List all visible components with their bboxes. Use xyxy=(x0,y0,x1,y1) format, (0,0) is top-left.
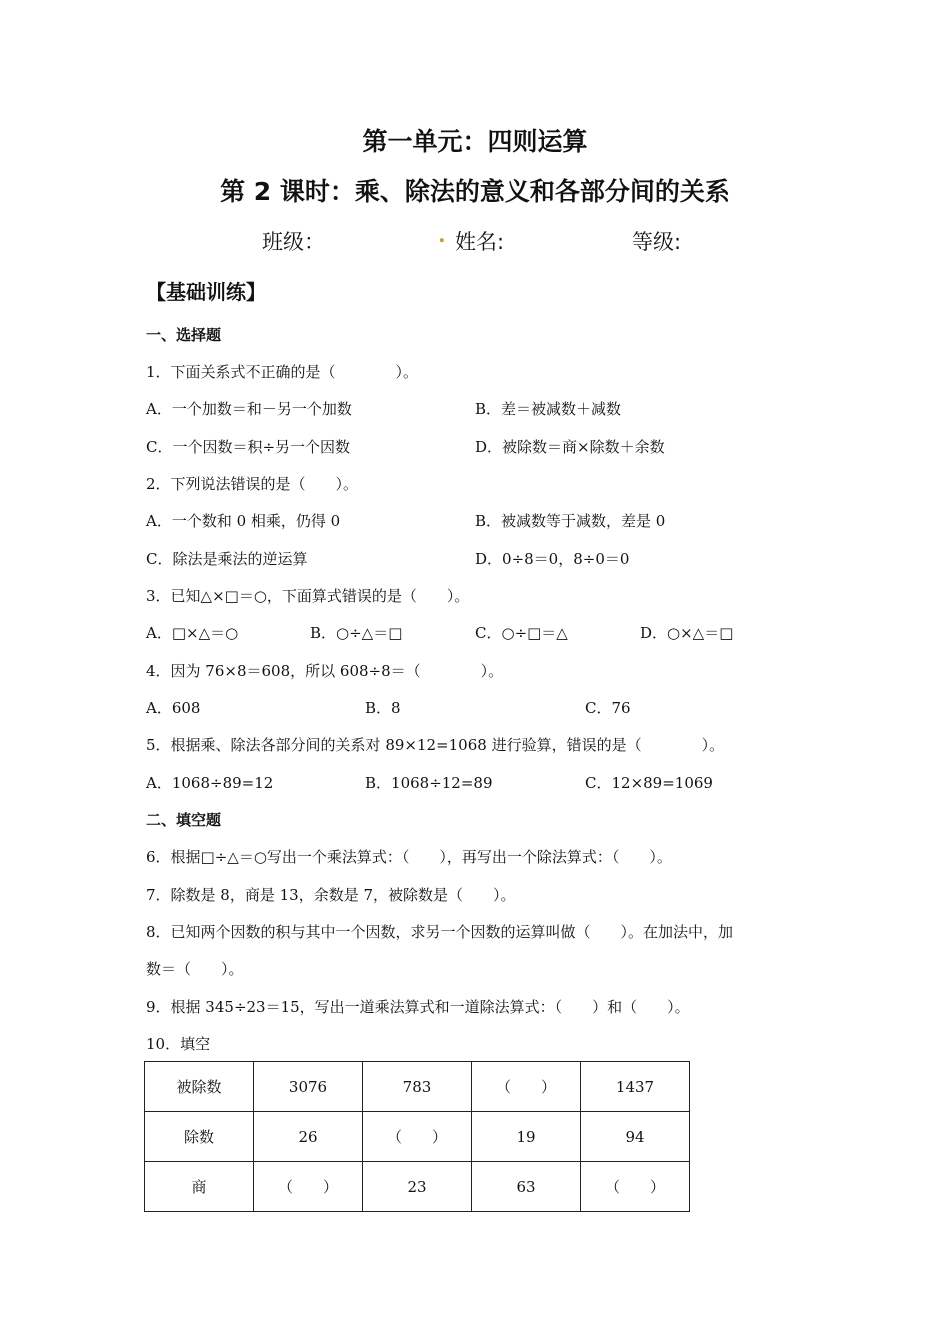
table-row xyxy=(145,1112,690,1162)
q2-stem: 2．下列说法错误的是（ ）。 xyxy=(146,475,359,493)
section-choice-heading: 一、选择题 xyxy=(146,326,222,344)
q1-stem: 1．下面关系式不正确的是（ ）。 xyxy=(146,363,419,381)
table-cell: 除数 xyxy=(145,1112,254,1162)
table-cell: （ ） xyxy=(363,1112,472,1162)
table-cell: 19 xyxy=(472,1112,581,1162)
basic-training-heading: 【基础训练】 xyxy=(146,280,266,304)
q1-option-b: B．差＝被减数＋减数 xyxy=(475,400,622,418)
q1-option-a: A．一个加数＝和－另一个加数 xyxy=(146,400,352,418)
q5-stem: 5．根据乘、除法各部分间的关系对 89×12=1068 进行验算，错误的是（ ）。 xyxy=(146,736,725,754)
table-cell: （ ） xyxy=(581,1162,690,1212)
q7-text: 7．除数是 8，商是 13，余数是 7，被除数是（ ）。 xyxy=(146,886,516,904)
q3-option-b: B．○÷△＝□ xyxy=(310,624,403,642)
table-cell: 被除数 xyxy=(145,1062,254,1112)
q2-option-c: C．除法是乘法的逆运算 xyxy=(146,550,308,568)
table-row xyxy=(145,1162,690,1212)
table-cell: 商 xyxy=(145,1162,254,1212)
lesson-subtitle: 第 2 课时：乘、除法的意义和各部分间的关系 xyxy=(220,177,730,206)
q1-option-d: D．被除数＝商×除数＋余数 xyxy=(475,438,665,456)
q9-text: 9．根据 345÷23＝15，写出一道乘法算式和一道除法算式：（ ）和（ ）。 xyxy=(146,998,690,1016)
q8-text-line2: 数＝（ ）。 xyxy=(146,960,244,978)
section-fill-heading: 二、填空题 xyxy=(146,811,222,829)
q2-option-d: D．0÷8＝0，8÷0＝0 xyxy=(475,550,630,568)
q3-stem: 3．已知△×□＝○，下面算式错误的是（ ）。 xyxy=(146,587,470,605)
table-cell: 94 xyxy=(581,1112,690,1162)
class-label: 班级： xyxy=(262,230,325,254)
page-title: 第一单元：四则运算 xyxy=(362,127,588,156)
q10-text: 10．填空 xyxy=(146,1035,211,1053)
q4-stem: 4．因为 76×8＝608，所以 608÷8＝（ ）。 xyxy=(146,662,504,680)
grade-label: 等级: xyxy=(632,230,682,254)
table-cell: 23 xyxy=(363,1162,472,1212)
q3-option-a: A．□×△＝○ xyxy=(146,624,239,642)
q4-option-b: B．8 xyxy=(365,699,401,717)
q4-option-c: C．76 xyxy=(585,699,631,717)
q6-text: 6．根据□÷△＝○写出一个乘法算式：（ ），再写出一个除法算式：（ ）。 xyxy=(146,848,672,866)
table-cell: 63 xyxy=(472,1162,581,1212)
table-cell: （ ） xyxy=(254,1162,363,1212)
q2-option-b: B．被减数等于减数，差是 0 xyxy=(475,512,666,530)
name-label: 姓名: xyxy=(455,230,505,254)
q5-option-c: C．12×89=1069 xyxy=(585,774,713,792)
table-cell: 783 xyxy=(363,1062,472,1112)
q3-option-c: C．○÷□＝△ xyxy=(475,624,568,642)
q5-option-b: B．1068÷12=89 xyxy=(365,774,493,792)
q4-option-a: A．608 xyxy=(146,699,201,717)
table-cell: 1437 xyxy=(581,1062,690,1112)
q1-option-c: C．一个因数＝积÷另一个因数 xyxy=(146,438,351,456)
separator-dot: . xyxy=(438,222,446,248)
division-table xyxy=(144,1061,690,1212)
table-cell: （ ） xyxy=(472,1062,581,1112)
q2-option-a: A．一个数和 0 相乘，仍得 0 xyxy=(146,512,341,530)
table-cell: 3076 xyxy=(254,1062,363,1112)
table-cell: 26 xyxy=(254,1112,363,1162)
table-row xyxy=(145,1062,690,1112)
q8-text-line1: 8．已知两个因数的积与其中一个因数，求另一个因数的运算叫做（ ）。在加法中，加 xyxy=(146,923,734,941)
q5-option-a: A．1068÷89=12 xyxy=(146,774,274,792)
q3-option-d: D．○×△＝□ xyxy=(640,624,734,642)
